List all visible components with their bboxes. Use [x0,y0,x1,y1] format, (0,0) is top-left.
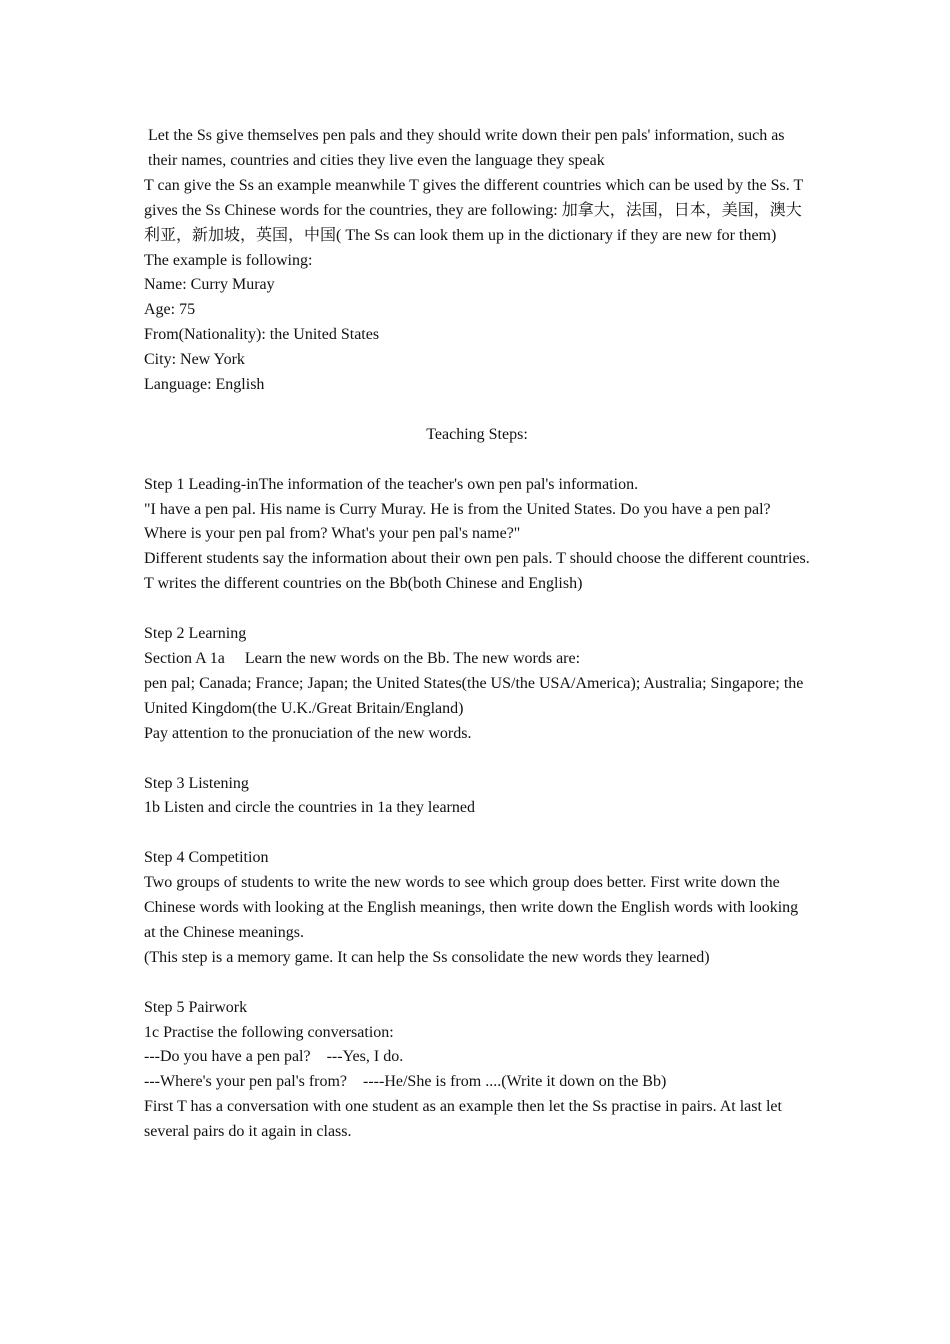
example-language: Language: English [144,376,265,394]
example-name: Name: Curry Muray [144,276,275,294]
spacer [144,747,810,772]
spacer [144,398,810,423]
spacer [144,448,810,473]
example-nationality: From(Nationality): the United States [144,326,380,344]
step3-title: Step 3 Listening [144,774,249,792]
step2-note: Pay attention to the pronuciation of the new words. [144,724,472,742]
step5-intro: 1c Practise the following conversation: [144,1023,394,1041]
spacer [144,821,810,846]
teaching-steps-heading: Teaching Steps: [426,425,528,443]
step2-section: Section A 1a Learn the new words on the Bb. The new words are: [144,649,581,667]
step4-body: Two groups of students to write the new words to see which group does better. First write down the Chinese words with looking at the English meanings, then write down the English words with looking at the Chinese meanings. [144,874,803,941]
step2-title: Step 2 Learning [144,625,247,643]
example-age: Age: 75 [144,301,196,319]
step5-body: First T has a conversation with one student as an example then let the Ss practise in pairs. At last let several pairs do it again in class. [144,1098,786,1141]
step4-title: Step 4 Competition [144,849,269,867]
step1-title: Step 1 Leading-inThe information of the teacher's own pen pal's information. [144,475,639,493]
example-city: City: New York [144,351,245,369]
intro-paragraph-2: T can give the Ss an example meanwhile T gives the different countries which can be used by the Ss. T gives the Ss Chinese words for the countries, they are following: 加拿大，法国，日本，美国，澳大利亚，新加坡，英国，中国( The Ss can look them up in the dictionary if they are new for them) [144,176,807,244]
step1-quote: "I have a pen pal. His name is Curry Muray. He is from the United States. Do you have a pen pal? Where is your pen pal from? What's your pen pal's name?" [144,500,775,543]
step3-body: 1b Listen and circle the countries in 1a they learned [144,799,475,817]
step2-words: pen pal; Canada; France; Japan; the United States(the US/the USA/America); Australia; Singapore; the United Kingdom(the U.K./Great Britain/England) [144,674,808,717]
step4-note: (This step is a memory game. It can help the Ss consolidate the new words they learned) [144,948,710,966]
step5-dialogue-line-2: ---Where's your pen pal's from? ----He/She is from ....(Write it down on the Bb) [144,1073,667,1091]
document-page [144,124,814,1145]
example-intro: The example is following: [144,251,313,269]
step1-body: Different students say the information about their own pen pals. T should choose the different countries. T writes the different countries on the Bb(both Chinese and English) [144,550,814,593]
spacer [144,971,810,996]
step5-dialogue-line-1: ---Do you have a pen pal? ---Yes, I do. [144,1048,404,1066]
step5-title: Step 5 Pairwork [144,998,248,1016]
spacer [144,597,810,622]
intro-paragraph-1: Let the Ss give themselves pen pals and they should write down their pen pals' information, such as their names, countries and cities they live even the language they speak [148,127,789,169]
